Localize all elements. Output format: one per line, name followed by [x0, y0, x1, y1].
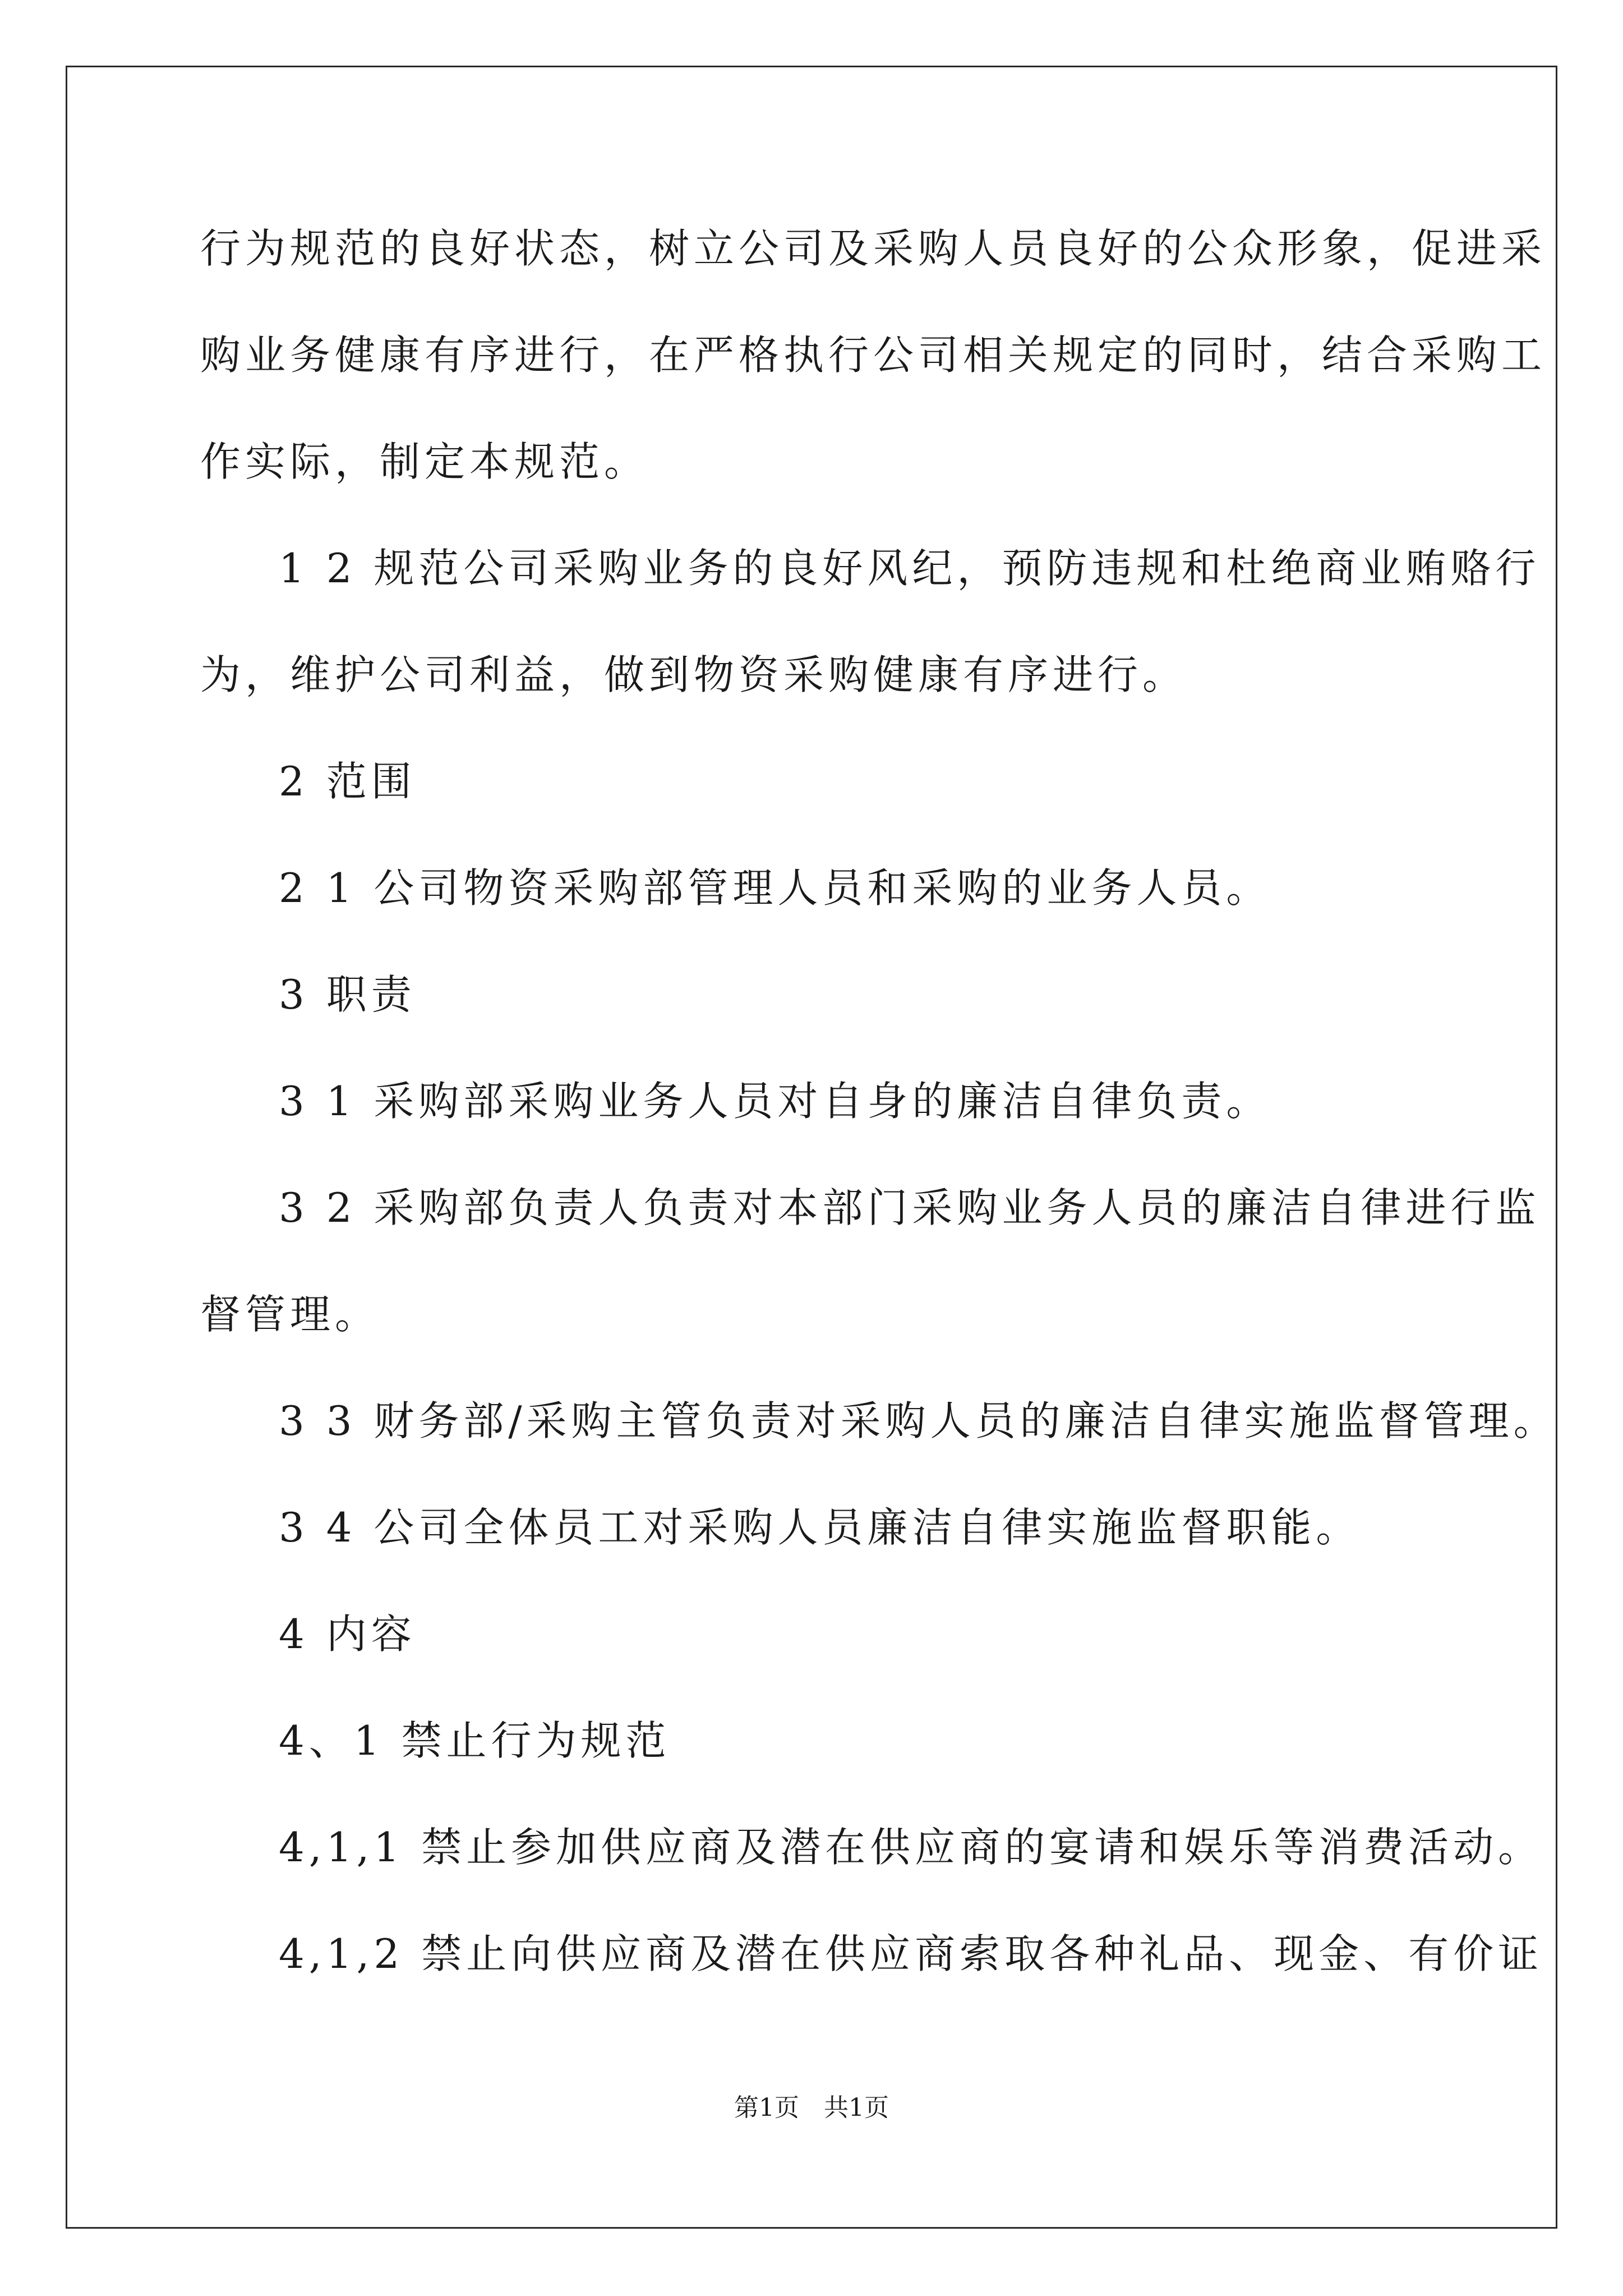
text-line: 3 3 财务部/采购主管负责对采购人员的廉洁自律实施监督管理。	[279, 1397, 1559, 1444]
text-line: 2 1 公司物资采购部管理人员和采购的业务人员。	[279, 864, 1271, 912]
text-line: 1 2 规范公司采购业务的良好风纪，预防违规和杜绝商业贿赂行	[279, 545, 1541, 592]
text-line: 4,1,1 禁止参加供应商及潜在供应商的宴请和娱乐等消费活动。	[279, 1824, 1543, 1871]
text-line: 为，维护公司利益，做到物资采购健康有序进行。	[200, 651, 1188, 698]
text-line: 3 2 采购部负责人负责对本部门采购业务人员的廉洁自律进行监	[279, 1184, 1541, 1231]
text-line: 3 1 采购部采购业务人员对自身的廉洁自律负责。	[279, 1078, 1271, 1125]
page-footer: 第1页 共1页	[734, 2093, 889, 2122]
page-border	[66, 66, 1557, 2229]
section-heading: 2 范围	[279, 758, 416, 805]
text-line: 购业务健康有序进行，在严格执行公司相关规定的同时，结合采购工	[200, 332, 1547, 379]
text-line: 3 4 公司全体员工对采购人员廉洁自律实施监督职能。	[279, 1504, 1361, 1551]
text-line: 行为规范的良好状态，树立公司及采购人员良好的公众形象，促进采	[200, 225, 1547, 272]
section-heading: 3 职责	[279, 971, 416, 1018]
text-line: 4,1,2 禁止向供应商及潜在供应商索取各种礼品、现金、有价证	[279, 1930, 1543, 1977]
text-line: 督管理。	[200, 1291, 380, 1338]
section-heading: 4 内容	[279, 1611, 416, 1658]
subsection-heading: 4、1 禁止行为规范	[279, 1717, 671, 1764]
text-line: 作实际，制定本规范。	[200, 438, 649, 485]
